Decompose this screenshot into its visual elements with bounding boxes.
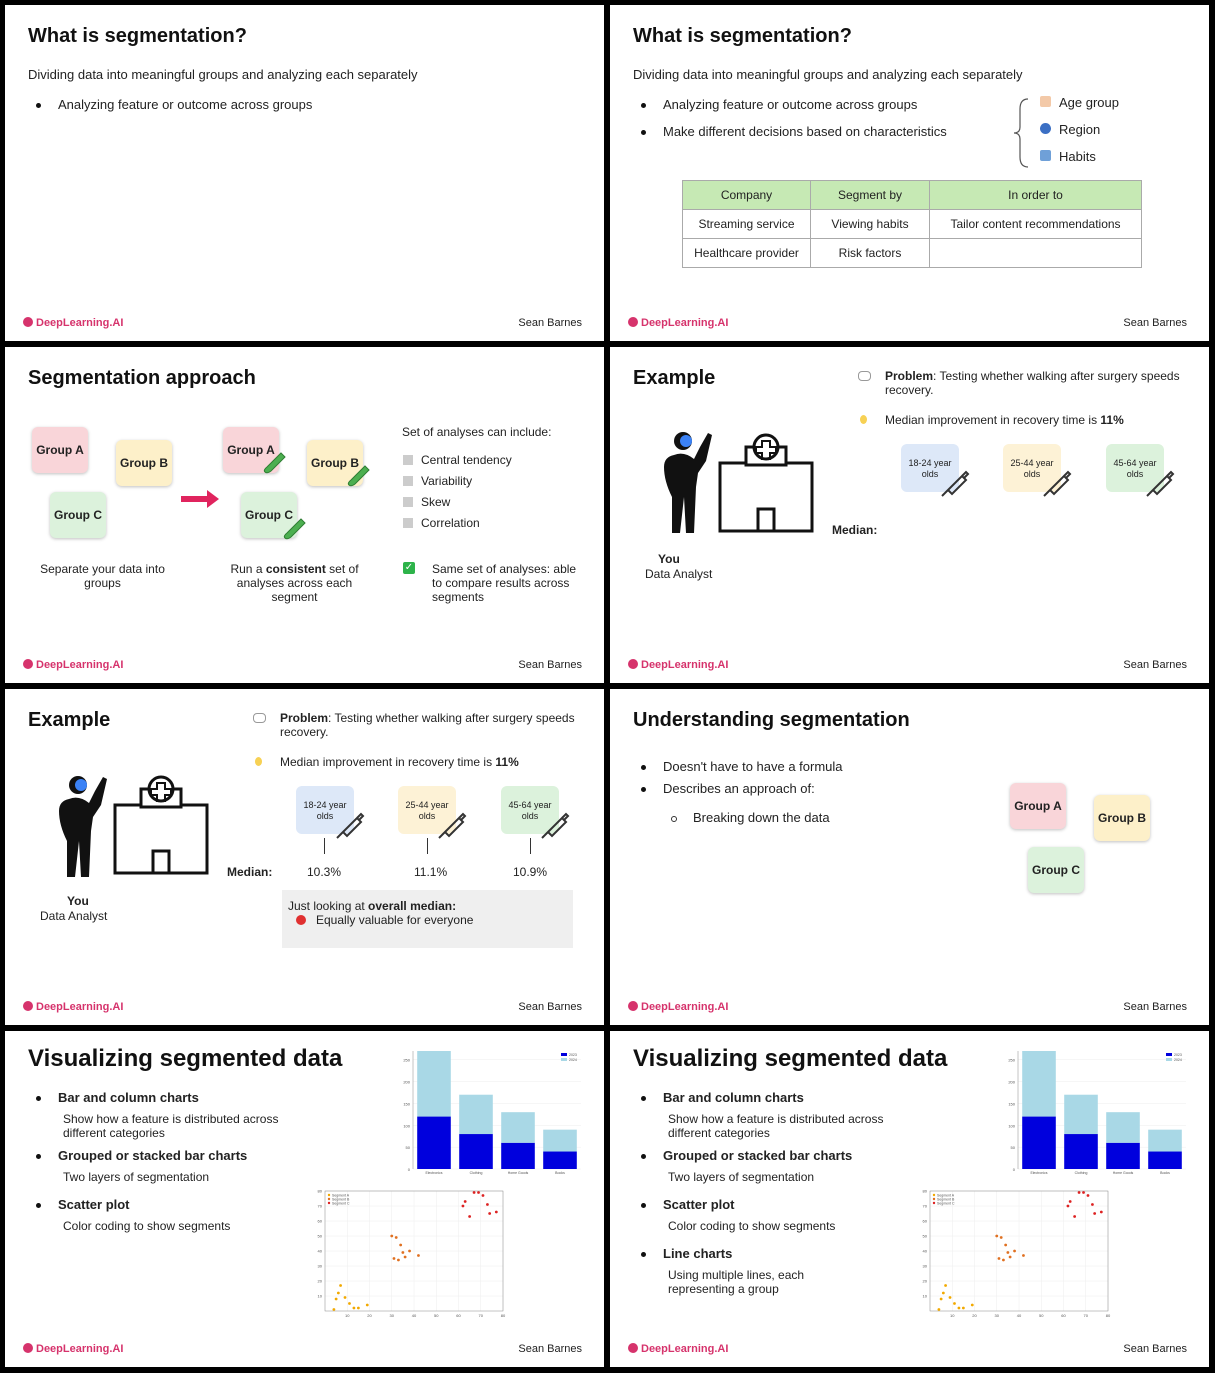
- point-segment-b: [1009, 1256, 1012, 1259]
- bullet: Describes an approach of:: [663, 781, 815, 796]
- bar-2023: [1148, 1152, 1182, 1169]
- analysis-item: Variability: [403, 474, 472, 488]
- x-tick-label: Books: [555, 1171, 565, 1175]
- bullet-desc: Color coding to show segments: [63, 1219, 231, 1233]
- x-tick-label: 80: [1105, 1313, 1111, 1318]
- problem-text: Problem: Testing whether walking after surgery speeds recovery.: [280, 711, 575, 739]
- point-segment-c: [486, 1203, 489, 1206]
- x-tick-label: 30: [389, 1313, 394, 1318]
- point-segment-a: [357, 1307, 360, 1310]
- point-segment-c: [495, 1211, 498, 1214]
- lightbulb-icon: [860, 415, 867, 424]
- x-tick-label: 70: [478, 1313, 483, 1318]
- slide-title: Segmentation approach: [28, 367, 256, 389]
- y-tick-label: 10: [317, 1293, 322, 1299]
- slide-title: Example: [633, 367, 716, 389]
- bullet-desc: Using multiple lines, each representing a group: [668, 1268, 805, 1296]
- median-tick: [530, 838, 531, 854]
- speech-bubble-icon: [253, 713, 266, 723]
- slide-4[interactable]: [610, 347, 1209, 683]
- point-segment-a: [944, 1284, 947, 1287]
- point-segment-a: [366, 1304, 369, 1307]
- point-segment-a: [940, 1298, 943, 1301]
- bar-2023: [501, 1143, 535, 1169]
- logo-icon: [628, 1343, 638, 1353]
- syringe-icon: [1042, 468, 1072, 498]
- y-tick-label: 50: [317, 1233, 322, 1239]
- legend-label: Segment B: [332, 1197, 350, 1202]
- slide-6[interactable]: [610, 689, 1209, 1025]
- author: Sean Barnes: [518, 659, 582, 671]
- y-tick-label: 70: [922, 1203, 927, 1209]
- author: Sean Barnes: [1123, 1001, 1187, 1013]
- person-icon: [650, 427, 722, 537]
- y-tick-label: 40: [922, 1248, 927, 1254]
- group-b: Group B: [307, 440, 363, 486]
- bar-2024: [459, 1095, 493, 1134]
- test-tube-icon: [347, 464, 371, 488]
- bar-2023: [417, 1117, 451, 1169]
- slide-5[interactable]: [5, 689, 604, 1025]
- box-heading: Just looking at overall median:: [288, 899, 457, 913]
- y-tick-label: 0: [1012, 1167, 1015, 1172]
- you-label: You: [67, 894, 89, 908]
- x-tick-label: 60: [1061, 1313, 1066, 1318]
- bar-2023: [1106, 1143, 1140, 1169]
- you-label: You: [658, 552, 680, 566]
- y-tick-label: 50: [922, 1233, 927, 1239]
- median-statement: Median improvement in recovery time is 11%: [885, 413, 1124, 427]
- point-segment-b: [1013, 1250, 1016, 1253]
- logo: DeepLearning.AI: [628, 659, 728, 671]
- box-text: Equally valuable for everyone: [296, 913, 473, 927]
- point-segment-a: [938, 1308, 941, 1311]
- legend-swatch: [328, 1194, 330, 1196]
- author: Sean Barnes: [1123, 659, 1187, 671]
- point-segment-a: [953, 1302, 956, 1305]
- median-statement: Median improvement in recovery time is 11%: [280, 755, 519, 769]
- slide-2[interactable]: [610, 5, 1209, 341]
- y-tick-label: 10: [922, 1293, 927, 1299]
- point-segment-b: [417, 1254, 420, 1257]
- bar-2024: [1148, 1130, 1182, 1152]
- point-segment-c: [1069, 1200, 1072, 1203]
- y-tick-label: 50: [405, 1145, 410, 1151]
- point-segment-a: [942, 1292, 945, 1295]
- x-tick-label: Clothing: [1074, 1171, 1088, 1175]
- role-label: Data Analyst: [40, 909, 108, 923]
- point-segment-b: [390, 1235, 393, 1238]
- point-segment-c: [488, 1212, 491, 1215]
- bar-2023: [459, 1134, 493, 1169]
- segmentation-table: Company Segment by In order to Streaming service Viewing habits Tailor content recommendations Healthcare provider Risk factors: [682, 180, 1142, 268]
- bullet: Scatter plot: [58, 1197, 130, 1212]
- median-value: 10.9%: [513, 865, 548, 879]
- y-tick-label: 250: [1008, 1057, 1015, 1063]
- point-segment-a: [971, 1304, 974, 1307]
- age-segment: 45-64 year olds: [1106, 444, 1164, 492]
- test-tube-icon: [263, 451, 287, 475]
- y-tick-label: 200: [1008, 1079, 1015, 1085]
- age-segment: 25-44 year olds: [398, 786, 456, 834]
- legend-label: Segment A: [332, 1193, 350, 1198]
- characteristic-age: Age group: [1040, 95, 1119, 110]
- point-segment-a: [339, 1284, 342, 1287]
- checkbox-icon: [403, 455, 413, 465]
- y-tick-label: 20: [922, 1278, 927, 1284]
- median-tick: [324, 838, 325, 854]
- legend-label: 2023: [1174, 1053, 1182, 1057]
- point-segment-b: [397, 1259, 400, 1262]
- brace-icon: [1012, 97, 1032, 169]
- point-segment-c: [473, 1191, 476, 1194]
- point-segment-a: [958, 1307, 961, 1310]
- point-segment-b: [1000, 1236, 1003, 1239]
- bullet: Scatter plot: [663, 1197, 735, 1212]
- logo: DeepLearning.AI: [23, 1001, 123, 1013]
- point-segment-a: [335, 1298, 338, 1301]
- slide-1[interactable]: [5, 5, 604, 341]
- point-segment-b: [1004, 1244, 1007, 1247]
- logo: DeepLearning.AI: [23, 317, 123, 329]
- legend-swatch: [328, 1198, 330, 1200]
- y-tick-label: 60: [922, 1218, 927, 1224]
- bullet-desc: Color coding to show segments: [668, 1219, 836, 1233]
- point-segment-b: [395, 1236, 398, 1239]
- point-segment-c: [477, 1191, 480, 1194]
- bar-2024: [1106, 1112, 1140, 1143]
- point-segment-c: [1091, 1203, 1094, 1206]
- group-a: Group A: [32, 427, 88, 473]
- point-segment-c: [1067, 1205, 1070, 1208]
- legend-swatch: [328, 1202, 330, 1204]
- x-tick-label: 20: [367, 1313, 372, 1318]
- point-segment-c: [1082, 1191, 1085, 1194]
- bar-2024: [543, 1130, 577, 1152]
- logo-icon: [23, 1343, 33, 1353]
- x-tick-label: 40: [1016, 1313, 1022, 1318]
- logo-icon: [23, 317, 33, 327]
- y-tick-label: 30: [317, 1263, 322, 1269]
- group-b: Group B: [1094, 795, 1150, 841]
- group-c: Group C: [50, 492, 106, 538]
- slide-title: Understanding segmentation: [633, 709, 910, 731]
- slide-title: What is segmentation?: [28, 25, 247, 47]
- legend-label: Segment B: [937, 1197, 955, 1202]
- median-tick: [427, 838, 428, 854]
- x-tick-label: 60: [456, 1313, 461, 1318]
- logo: DeepLearning.AI: [628, 1001, 728, 1013]
- bullet: Make different decisions based on characteristics: [663, 124, 947, 139]
- x-tick-label: Clothing: [469, 1171, 483, 1175]
- x-tick-label: Home Goods: [1112, 1171, 1134, 1175]
- y-tick-label: 200: [403, 1079, 410, 1085]
- analysis-item: Correlation: [403, 516, 480, 530]
- slide-title: Example: [28, 709, 111, 731]
- legend-swatch: [933, 1202, 935, 1204]
- bar-2023: [1064, 1134, 1098, 1169]
- point-segment-b: [404, 1256, 407, 1259]
- author: Sean Barnes: [518, 1001, 582, 1013]
- analysis-item: Central tendency: [403, 453, 512, 467]
- point-segment-c: [1100, 1211, 1103, 1214]
- bullet-desc: Show how a feature is distributed across different categories: [668, 1112, 884, 1140]
- age-segment: 18-24 year olds: [296, 786, 354, 834]
- point-segment-c: [462, 1205, 465, 1208]
- logo-icon: [23, 659, 33, 669]
- bar-2024: [417, 1051, 451, 1117]
- point-segment-a: [949, 1296, 952, 1299]
- note-text: Same set of analyses: able to compare results across segments: [432, 562, 577, 604]
- step1-text: Separate your data into groups: [40, 562, 165, 590]
- x-tick-label: 10: [950, 1313, 955, 1318]
- legend-label: 2024: [569, 1058, 577, 1062]
- bullet: Bar and column charts: [663, 1090, 804, 1105]
- x-tick-label: 20: [972, 1313, 977, 1318]
- point-segment-c: [1087, 1194, 1090, 1197]
- bullet-desc: Show how a feature is distributed across different categories: [63, 1112, 279, 1140]
- y-tick-label: 80: [317, 1188, 322, 1194]
- bar-2024: [1064, 1095, 1098, 1134]
- repeat-icon: [1040, 150, 1051, 161]
- point-segment-c: [1073, 1215, 1076, 1218]
- speech-bubble-icon: [858, 371, 871, 381]
- x-tick-label: 40: [411, 1313, 417, 1318]
- legend-label: Segment A: [937, 1193, 955, 1198]
- slide-subtitle: Dividing data into meaningful groups and analyzing each separately: [633, 67, 1023, 82]
- y-tick-label: 40: [317, 1248, 322, 1254]
- stacked-bar-chart: [395, 1045, 587, 1179]
- age-segment: 25-44 year olds: [1003, 444, 1061, 492]
- median-label: Median:: [227, 865, 273, 879]
- problem-text: Problem: Testing whether walking after surgery speeds recovery.: [885, 369, 1180, 397]
- legend-label: Segment C: [332, 1201, 350, 1206]
- x-tick-label: 30: [994, 1313, 999, 1318]
- bullet-desc: Two layers of segmentation: [63, 1170, 210, 1184]
- overall-median-box: [282, 890, 573, 948]
- logo-icon: [628, 659, 638, 669]
- slide-8[interactable]: [610, 1031, 1209, 1367]
- age-segment: 18-24 year olds: [901, 444, 959, 492]
- legend-label: Segment C: [937, 1201, 955, 1206]
- bar-2023: [1022, 1117, 1056, 1169]
- age-segment: 45-64 year olds: [501, 786, 559, 834]
- sub-bullet: Breaking down the data: [693, 810, 830, 825]
- point-segment-c: [482, 1194, 485, 1197]
- author: Sean Barnes: [1123, 1343, 1187, 1355]
- y-tick-label: 150: [1008, 1101, 1015, 1107]
- x-tick-label: 10: [345, 1313, 350, 1318]
- point-segment-c: [1093, 1212, 1096, 1215]
- hospital-icon: [113, 775, 209, 875]
- y-tick-label: 0: [407, 1167, 410, 1172]
- checkbox-icon: [403, 476, 413, 486]
- y-tick-label: 30: [922, 1263, 927, 1269]
- point-segment-a: [348, 1302, 351, 1305]
- legend-swatch: [1166, 1058, 1172, 1061]
- y-tick-label: 50: [1010, 1145, 1015, 1151]
- logo: DeepLearning.AI: [23, 1343, 123, 1355]
- group-a: Group A: [1010, 783, 1066, 829]
- point-segment-a: [337, 1292, 340, 1295]
- group-b: Group B: [116, 440, 172, 486]
- logo-icon: [628, 1001, 638, 1011]
- legend-label: 2024: [1174, 1058, 1182, 1062]
- bullet: Doesn't have to have a formula: [663, 759, 843, 774]
- bullet: Bar and column charts: [58, 1090, 199, 1105]
- slide-7[interactable]: [5, 1031, 604, 1367]
- x-tick-label: 80: [500, 1313, 506, 1318]
- legend-swatch: [561, 1058, 567, 1061]
- point-segment-b: [1006, 1251, 1009, 1254]
- logo: DeepLearning.AI: [628, 1343, 728, 1355]
- group-c: Group C: [1028, 847, 1084, 893]
- y-tick-label: 60: [317, 1218, 322, 1224]
- hospital-icon: [718, 433, 814, 533]
- cake-icon: [1040, 96, 1051, 107]
- x-tick-label: Electronics: [1030, 1171, 1048, 1175]
- logo-icon: [23, 1001, 33, 1011]
- point-segment-b: [1002, 1259, 1005, 1262]
- median-value: 11.1%: [414, 865, 448, 879]
- y-tick-label: 150: [403, 1101, 410, 1107]
- analyses-title: Set of analyses can include:: [402, 425, 552, 439]
- logo: DeepLearning.AI: [628, 317, 728, 329]
- bullet: Analyzing feature or outcome across groups: [663, 97, 918, 112]
- legend-swatch: [933, 1198, 935, 1200]
- bar-2024: [1022, 1051, 1056, 1117]
- x-tick-label: 50: [434, 1313, 439, 1318]
- slide-title: Visualizing segmented data: [633, 1045, 948, 1072]
- analysis-item: Skew: [403, 495, 450, 509]
- bar-2023: [543, 1152, 577, 1169]
- x-tick-label: 70: [1083, 1313, 1088, 1318]
- slide-title: Visualizing segmented data: [28, 1045, 343, 1072]
- syringe-icon: [540, 810, 570, 840]
- bar-2024: [501, 1112, 535, 1143]
- y-tick-label: 80: [922, 1188, 927, 1194]
- point-segment-b: [995, 1235, 998, 1238]
- bullet: Grouped or stacked bar charts: [663, 1148, 853, 1163]
- bullet: Line charts: [663, 1246, 733, 1261]
- syringe-icon: [335, 810, 365, 840]
- point-segment-b: [1022, 1254, 1025, 1257]
- group-a: Group A: [223, 427, 279, 473]
- step2-text: Run a consistent set of analyses across each segment: [230, 562, 359, 604]
- point-segment-b: [998, 1257, 1001, 1260]
- bullet: Grouped or stacked bar charts: [58, 1148, 248, 1163]
- point-segment-c: [464, 1200, 467, 1203]
- group-c: Group C: [241, 492, 297, 538]
- legend-swatch: [933, 1194, 935, 1196]
- point-segment-b: [399, 1244, 402, 1247]
- author: Sean Barnes: [1123, 317, 1187, 329]
- point-segment-a: [344, 1296, 347, 1299]
- y-tick-label: 20: [317, 1278, 322, 1284]
- legend-label: 2023: [569, 1053, 577, 1057]
- y-tick-label: 100: [1008, 1123, 1015, 1129]
- y-tick-label: 70: [317, 1203, 322, 1209]
- author: Sean Barnes: [518, 1343, 582, 1355]
- median-label: Median:: [832, 523, 878, 537]
- x-tick-label: Books: [1160, 1171, 1170, 1175]
- bullet: Analyzing feature or outcome across groups: [58, 97, 313, 112]
- logo: DeepLearning.AI: [23, 659, 123, 671]
- median-value: 10.3%: [307, 865, 342, 879]
- checkbox-icon: [403, 518, 413, 528]
- test-tube-icon: [283, 517, 307, 541]
- point-segment-c: [468, 1215, 471, 1218]
- x-tick-label: Electronics: [425, 1171, 443, 1175]
- arrow-right-icon: [181, 490, 221, 508]
- slide-3[interactable]: [5, 347, 604, 683]
- syringe-icon: [437, 810, 467, 840]
- legend-swatch: [561, 1053, 567, 1056]
- characteristic-habits: Habits: [1040, 149, 1096, 164]
- checkbox-icon: [403, 497, 413, 507]
- slide-subtitle: Dividing data into meaningful groups and analyzing each separately: [28, 67, 418, 82]
- point-segment-c: [1078, 1191, 1081, 1194]
- x-tick-label: 50: [1039, 1313, 1044, 1318]
- scatter-chart: [916, 1187, 1112, 1319]
- logo-icon: [628, 317, 638, 327]
- y-tick-label: 100: [403, 1123, 410, 1129]
- globe-icon: [1040, 123, 1051, 134]
- characteristic-region: Region: [1040, 122, 1100, 137]
- point-segment-b: [393, 1257, 396, 1260]
- slide-title: What is segmentation?: [633, 25, 852, 47]
- point-segment-b: [408, 1250, 411, 1253]
- y-tick-label: 250: [403, 1057, 410, 1063]
- point-segment-a: [962, 1307, 965, 1310]
- role-label: Data Analyst: [645, 567, 713, 581]
- legend-swatch: [1166, 1053, 1172, 1056]
- syringe-icon: [1145, 468, 1175, 498]
- no-entry-icon: [296, 915, 306, 925]
- point-segment-a: [333, 1308, 336, 1311]
- point-segment-a: [353, 1307, 356, 1310]
- lightbulb-icon: [255, 757, 262, 766]
- x-tick-label: Home Goods: [507, 1171, 529, 1175]
- check-mark-icon: ✓: [404, 562, 414, 573]
- syringe-icon: [940, 468, 970, 498]
- point-segment-b: [401, 1251, 404, 1254]
- author: Sean Barnes: [518, 317, 582, 329]
- person-icon: [45, 771, 117, 881]
- scatter-chart: [311, 1187, 507, 1319]
- stacked-bar-chart: [1000, 1045, 1192, 1179]
- bullet-desc: Two layers of segmentation: [668, 1170, 815, 1184]
